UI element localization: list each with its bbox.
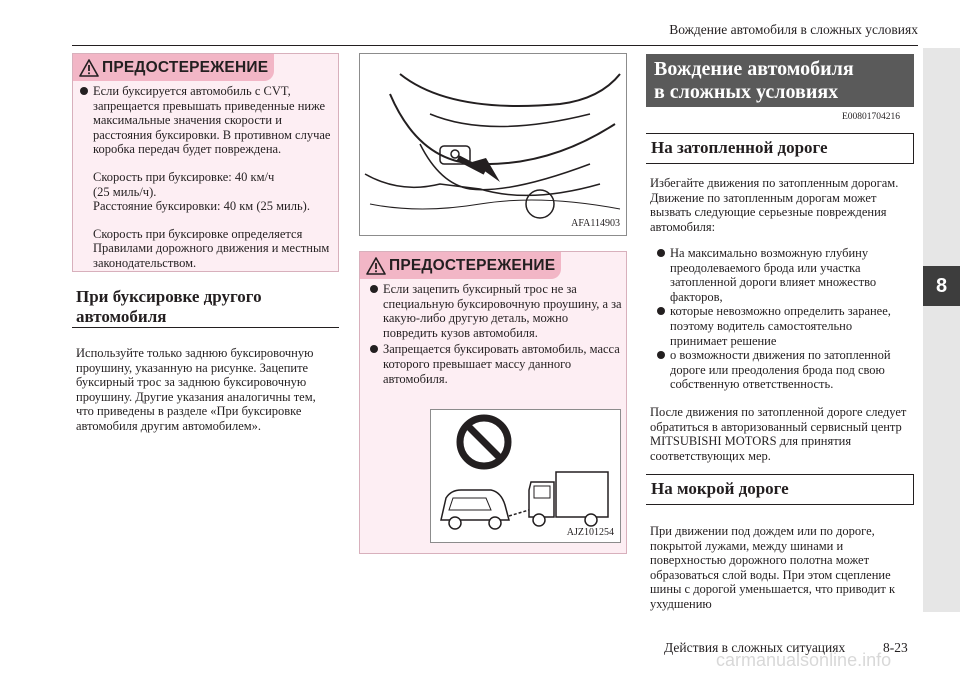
warning-bullet-mass: Запрещается буксировать автомобиль, масса которого превышает массу данного автомобиля.	[370, 342, 624, 386]
reference-code: E00801704216	[842, 112, 901, 122]
wet-heading: На мокрой дороге	[651, 479, 789, 498]
warning-box-cvt	[72, 53, 339, 272]
warning-bullet: Если буксируется автомобиль с CVT, запрещается превышать приведенные ниже максимальные значения скорости и расстояния буксировки. В противном случае коробка передач будет повреждена.	[80, 84, 336, 157]
towing-other-body: Используйте только заднюю буксировочную проушину, указанную на рисунке. Зацепите буксирный трос за заднюю буксировочную проушину. Другие указания аналогичны тем, что приведены в разделе «При буксировке автомобиля другим автомобилем».	[76, 346, 316, 433]
flooded-bullet-factors: которые невозможно определить заранее, поэтому водитель самостоятельно принимает решение	[657, 304, 911, 348]
header-rule	[72, 45, 918, 46]
footer-page-number: 8-23	[883, 640, 908, 655]
flooded-heading: На затопленной дороге	[651, 138, 828, 157]
chapter-heading	[646, 54, 914, 107]
flooded-after: После движения по затопленной дороге следует обратиться в авторизованный сервисный центр MITSUBISHI MOTORS для принятия соответствующих мер.	[650, 405, 907, 463]
flooded-intro: Избегайте движения по затопленным дорогам. Движение по затопленным дорогам может вызвать следующие серьезные повреждения автомобиля:	[650, 176, 899, 234]
section-heading-towing-other	[76, 287, 338, 327]
warning-badge-label: ПРЕДОСТЕРЕЖЕНИЕ	[389, 256, 556, 274]
speed-limit-miles: (25 миль/ч).	[93, 184, 157, 199]
footer-section-title: Действия в сложных ситуациях	[664, 640, 846, 655]
warning-triangle-icon	[79, 59, 99, 77]
speed-limit-line: Скорость при буксировке: 40 км/ч	[93, 169, 275, 184]
towing-heading-rule	[72, 327, 339, 328]
warning-bullet-rope: Если зацепить буксирный трос не за специальную буксировочную проушину, а за какую-либо другую деталь, можно повредить кузов автомобиля.	[370, 282, 624, 340]
wet-body: При движении под дождем или по дороге, покрытой лужами, между шинами и поверхностью дорожного полотна может образоваться слой воды. При этом сцепление шины с дорогой уменьшается, что приводит к ухудшению	[650, 524, 896, 611]
warning-badge	[360, 252, 561, 279]
distance-limit-line: Расстояние буксировки: 40 км (25 миль).	[93, 199, 310, 214]
chapter-heading-line2: в сложных условиях	[654, 81, 839, 103]
warning-badge	[73, 54, 274, 81]
warning-box-tow-rope	[359, 251, 627, 554]
watermark: carmanualsonline.info	[716, 650, 892, 670]
figure-prohibited-towing	[430, 409, 621, 543]
figure-rear-towing-eye	[359, 53, 627, 236]
towing-other-heading: При буксировке другого автомобиля	[76, 287, 262, 326]
prohibited-towing-illustration	[431, 410, 621, 543]
section-heading-flooded	[646, 133, 914, 164]
flooded-bullet-depth: На максимально возможную глубину преодолеваемого брода или участка затопленной дороги влияет множество факторов,	[657, 246, 911, 304]
rear-bumper-illustration	[360, 54, 627, 236]
figure-code: AJZ101254	[566, 527, 614, 538]
chapter-heading-line1: Вождение автомобиля	[654, 58, 854, 80]
side-strip	[923, 48, 960, 612]
chapter-tab: 8	[923, 266, 960, 306]
page-header-title: Вождение автомобиля в сложных условиях	[669, 22, 918, 37]
figure-code: AFA114903	[571, 218, 620, 229]
flooded-bullet-responsibility: о возможности движения по затопленной дороге или преодоления брода под свою собственную ответственность.	[657, 348, 911, 392]
warning-badge-label: ПРЕДОСТЕРЕЖЕНИЕ	[102, 58, 269, 76]
section-heading-wet	[646, 474, 914, 505]
warning-triangle-icon	[366, 257, 386, 275]
rules-text: Скорость при буксировке определяется Правилами дорожного движения и местным законодательством.	[93, 226, 330, 270]
